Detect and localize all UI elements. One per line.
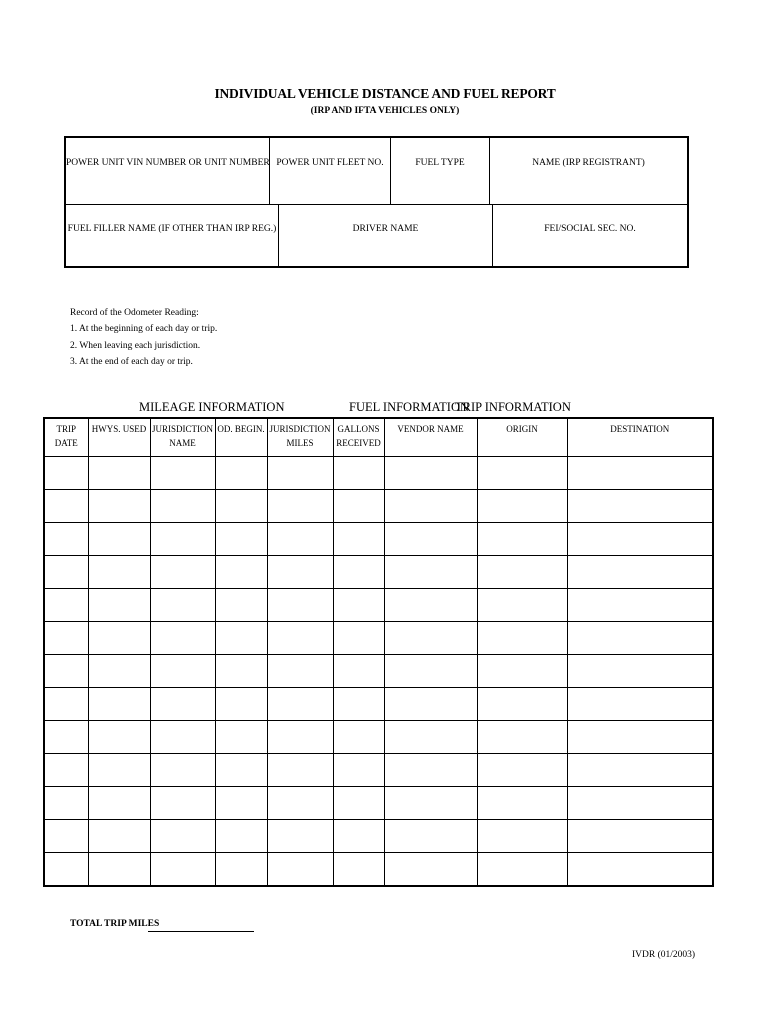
fuel-section-label: FUEL INFORMATION [349,400,470,414]
log-entry-cell[interactable] [567,853,713,887]
log-entry-cell[interactable] [150,655,215,688]
table-row [44,589,713,622]
trip-log-header-row [44,418,713,457]
column-header-line: MILES [286,438,314,448]
log-entry-cell[interactable] [44,754,88,787]
log-entry-cell[interactable] [567,589,713,622]
log-entry-cell[interactable] [215,523,267,556]
log-entry-cell[interactable] [150,622,215,655]
log-entry-cell[interactable] [215,490,267,523]
log-entry-cell[interactable] [477,688,567,721]
mileage-section-label: MILEAGE INFORMATION [139,400,285,414]
log-entry-cell[interactable] [150,754,215,787]
log-entry-cell[interactable] [477,556,567,589]
column-header-trip-date [44,418,88,457]
log-entry-cell[interactable] [384,622,477,655]
fleet-number-field[interactable]: POWER UNIT FLEET NO. [270,138,391,204]
log-entry-cell[interactable] [384,490,477,523]
log-entry-cell[interactable] [384,853,477,887]
trip-section-label: TRIP INFORMATION [455,400,571,414]
fuel-type-field[interactable]: FUEL TYPE [391,138,490,204]
log-entry-cell[interactable] [567,787,713,820]
log-entry-cell[interactable] [215,820,267,853]
log-entry-cell[interactable] [333,490,384,523]
log-entry-cell[interactable] [88,853,150,887]
log-entry-cell[interactable] [44,589,88,622]
column-header-line: JURISDICTION [151,424,213,434]
log-entry-cell[interactable] [333,820,384,853]
trip-log-body [44,457,713,887]
column-header-line: RECEIVED [336,438,381,448]
log-entry-cell[interactable] [215,457,267,490]
column-header-line: ORIGIN [506,424,538,434]
log-entry-cell[interactable] [150,688,215,721]
log-entry-cell[interactable] [333,655,384,688]
log-entry-cell[interactable] [267,523,333,556]
log-entry-cell[interactable] [215,655,267,688]
log-entry-cell[interactable] [333,754,384,787]
log-entry-cell[interactable] [44,490,88,523]
log-entry-cell[interactable] [267,622,333,655]
log-entry-cell[interactable] [88,721,150,754]
log-entry-cell[interactable] [384,754,477,787]
table-row [44,721,713,754]
log-entry-cell[interactable] [333,457,384,490]
log-entry-cell[interactable] [267,820,333,853]
log-entry-cell[interactable] [44,688,88,721]
table-row [44,556,713,589]
log-entry-cell[interactable] [567,655,713,688]
log-entry-cell[interactable] [567,721,713,754]
log-entry-cell[interactable] [267,556,333,589]
table-row [44,853,713,887]
column-header-line: GALLONS [337,424,380,434]
fei-ssn-field[interactable]: FEI/SOCIAL SEC. NO. [544,224,636,234]
log-entry-cell[interactable] [88,787,150,820]
log-entry-cell[interactable] [267,853,333,887]
log-entry-cell[interactable] [150,721,215,754]
log-entry-cell[interactable] [88,523,150,556]
form-number: IVDR (01/2003) [632,950,696,960]
log-entry-cell[interactable] [477,754,567,787]
table-row [44,523,713,556]
log-entry-cell[interactable] [88,655,150,688]
log-entry-cell[interactable] [333,589,384,622]
log-entry-cell[interactable] [215,622,267,655]
log-entry-cell[interactable] [88,820,150,853]
log-entry-cell[interactable] [44,787,88,820]
irp-registrant-name-field[interactable]: NAME (IRP REGISTRANT) [532,158,645,168]
log-entry-cell[interactable] [567,457,713,490]
log-entry-cell[interactable] [384,457,477,490]
log-entry-cell[interactable] [88,688,150,721]
table-row [44,787,713,820]
odometer-instructions-intro: Record of the Odometer Reading: [70,308,199,318]
column-header-destination [567,418,713,457]
log-entry-cell[interactable] [150,853,215,887]
log-entry-cell[interactable] [477,457,567,490]
column-header-line: TRIP [56,424,76,434]
log-entry-cell[interactable] [567,820,713,853]
log-entry-cell[interactable] [150,556,215,589]
column-header-vendor-name [384,418,477,457]
log-entry-cell[interactable] [567,688,713,721]
log-entry-cell[interactable] [150,820,215,853]
log-entry-cell[interactable] [384,721,477,754]
fuel-filler-name-field[interactable]: FUEL FILLER NAME (IF OTHER THAN IRP REG.) [66,204,279,268]
log-entry-cell[interactable] [44,820,88,853]
odometer-instruction-item: 1. At the beginning of each day or trip. [70,324,218,335]
log-entry-cell[interactable] [477,721,567,754]
log-entry-cell[interactable] [88,622,150,655]
log-entry-cell[interactable] [215,589,267,622]
column-header-origin [477,418,567,457]
vehicle-info-row-2 [66,204,687,268]
log-entry-cell[interactable] [267,754,333,787]
log-entry-cell[interactable] [477,787,567,820]
log-entry-cell[interactable] [267,457,333,490]
log-entry-cell[interactable] [333,853,384,887]
log-entry-cell[interactable] [567,523,713,556]
table-row [44,655,713,688]
log-entry-cell[interactable] [150,490,215,523]
vehicle-info-row-1 [66,138,687,205]
log-entry-cell[interactable] [215,721,267,754]
trip-log-table [43,417,714,887]
log-entry-cell[interactable] [477,622,567,655]
column-header-line: JURISDICTION [269,424,331,434]
log-entry-cell[interactable] [44,622,88,655]
total-trip-miles-label: TOTAL TRIP MILES [70,919,160,929]
log-entry-cell[interactable] [150,523,215,556]
log-entry-cell[interactable] [44,556,88,589]
table-row [44,820,713,853]
column-header-line: OD. BEGIN. [217,424,265,434]
log-entry-cell[interactable] [384,820,477,853]
log-entry-cell[interactable] [267,655,333,688]
log-entry-cell[interactable] [384,787,477,820]
report-title: INDIVIDUAL VEHICLE DISTANCE AND FUEL REPORT [214,86,556,101]
column-header-line: HWYS. USED [91,424,147,434]
log-entry-cell[interactable] [333,787,384,820]
column-header-jurisdiction-name [150,418,215,457]
log-entry-cell[interactable] [44,457,88,490]
log-entry-cell[interactable] [477,523,567,556]
log-entry-cell[interactable] [150,589,215,622]
log-entry-cell[interactable] [267,787,333,820]
column-header-line: VENDOR NAME [397,424,464,434]
vin-unit-number-field[interactable]: POWER UNIT VIN NUMBER OR UNIT NUMBER [66,138,270,204]
log-entry-cell[interactable] [384,688,477,721]
odometer-instruction-item: 3. At the end of each day or trip. [70,356,193,367]
report-subtitle: (IRP AND IFTA VEHICLES ONLY) [310,106,460,116]
odometer-instruction-item: 2. When leaving each jurisdiction. [70,340,201,351]
log-entry-cell[interactable] [333,556,384,589]
log-entry-cell[interactable] [215,556,267,589]
log-entry-cell[interactable] [88,556,150,589]
log-entry-cell[interactable] [88,457,150,490]
column-header-line: NAME [169,438,196,448]
total-trip-miles-field[interactable] [148,931,254,932]
driver-name-field[interactable]: DRIVER NAME [279,204,493,268]
column-header-od-begin [215,418,267,457]
log-entry-cell[interactable] [44,853,88,887]
log-entry-cell[interactable] [384,556,477,589]
log-entry-cell[interactable] [215,787,267,820]
log-entry-cell[interactable] [384,523,477,556]
log-entry-cell[interactable] [384,655,477,688]
log-entry-cell[interactable] [267,721,333,754]
log-entry-cell[interactable] [267,688,333,721]
log-entry-cell[interactable] [267,589,333,622]
log-entry-cell[interactable] [477,853,567,887]
log-entry-cell[interactable] [44,523,88,556]
log-entry-cell[interactable] [333,523,384,556]
log-entry-cell[interactable] [150,457,215,490]
log-entry-cell[interactable] [477,589,567,622]
log-entry-cell[interactable] [477,490,567,523]
log-entry-cell[interactable] [333,622,384,655]
log-entry-cell[interactable] [88,754,150,787]
log-entry-cell[interactable] [333,688,384,721]
column-header-line: DATE [54,438,78,448]
log-entry-cell[interactable] [477,820,567,853]
log-entry-cell[interactable] [477,655,567,688]
log-entry-cell[interactable] [44,655,88,688]
log-entry-cell[interactable] [384,589,477,622]
log-entry-cell[interactable] [567,490,713,523]
log-entry-cell[interactable] [150,787,215,820]
table-row [44,688,713,721]
log-entry-cell[interactable] [215,853,267,887]
log-entry-cell[interactable] [567,754,713,787]
table-row [44,457,713,490]
log-entry-cell[interactable] [567,556,713,589]
log-entry-cell[interactable] [267,490,333,523]
log-entry-cell[interactable] [567,622,713,655]
column-header-hwys-used [88,418,150,457]
odometer-instructions [70,305,217,370]
log-entry-cell[interactable] [88,490,150,523]
column-header-line: DESTINATION [610,424,670,434]
column-header-jurisdiction-miles [267,418,333,457]
table-row [44,490,713,523]
log-entry-cell[interactable] [215,754,267,787]
log-entry-cell[interactable] [88,589,150,622]
column-header-gallons-received [333,418,384,457]
log-entry-cell[interactable] [44,721,88,754]
log-entry-cell[interactable] [333,721,384,754]
table-row [44,754,713,787]
vehicle-info-box [64,136,689,268]
table-row [44,622,713,655]
log-entry-cell[interactable] [215,688,267,721]
